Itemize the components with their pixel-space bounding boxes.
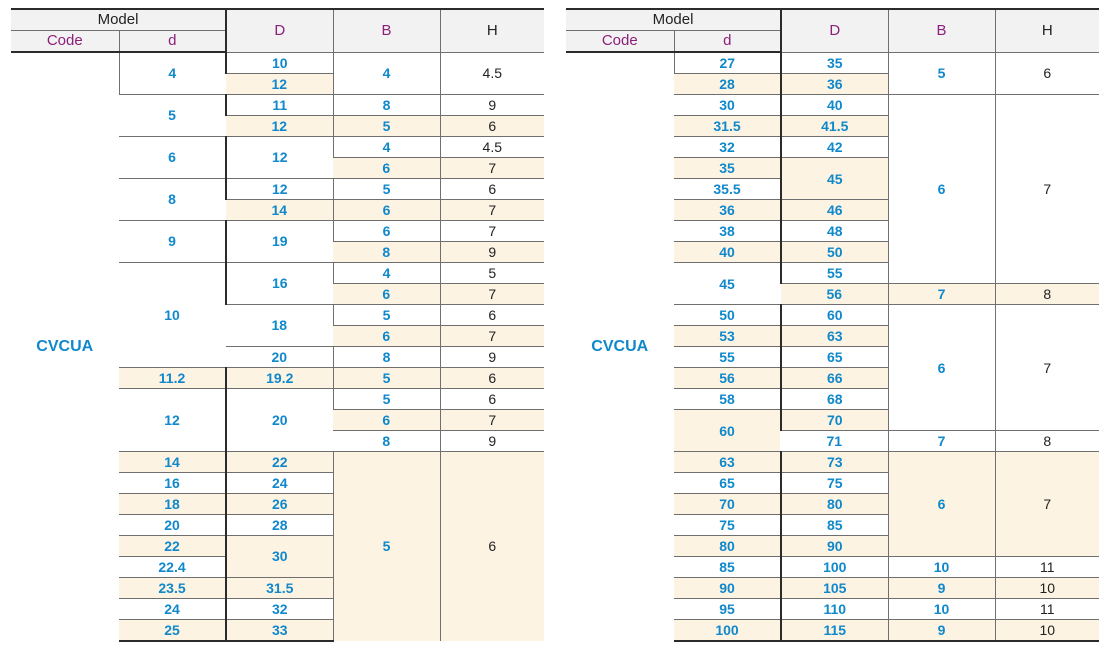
cell-D: 10 bbox=[226, 52, 333, 73]
cell-D: 22 bbox=[226, 451, 333, 472]
cell-D: 63 bbox=[781, 326, 888, 347]
cell-H: 10 bbox=[995, 578, 1099, 599]
cell-d: 4 bbox=[119, 52, 226, 94]
cell-H: 5 bbox=[440, 262, 544, 283]
cell-B: 6 bbox=[333, 325, 440, 346]
cell-H: 6 bbox=[995, 52, 1099, 95]
header-d: d bbox=[674, 31, 781, 53]
cell-B: 5 bbox=[333, 304, 440, 325]
cell-d: 32 bbox=[674, 137, 781, 158]
cell-D: 105 bbox=[781, 578, 888, 599]
cell-D: 32 bbox=[226, 598, 333, 619]
cell-d: 65 bbox=[674, 473, 781, 494]
cell-D: 19.2 bbox=[226, 367, 333, 388]
cell-d: 53 bbox=[674, 326, 781, 347]
cell-d: 22.4 bbox=[119, 556, 226, 577]
cell-D: 75 bbox=[781, 473, 888, 494]
cell-d: 35 bbox=[674, 158, 781, 179]
cell-d: 56 bbox=[674, 368, 781, 389]
cell-d: 24 bbox=[119, 598, 226, 619]
cell-d: 80 bbox=[674, 536, 781, 557]
cell-B: 10 bbox=[888, 557, 995, 578]
cell-d: 90 bbox=[674, 578, 781, 599]
header-code: Code bbox=[11, 31, 119, 53]
cell-d: 35.5 bbox=[674, 179, 781, 200]
cell-d: 55 bbox=[674, 347, 781, 368]
cell-D: 24 bbox=[226, 472, 333, 493]
cell-d: 20 bbox=[119, 514, 226, 535]
cell-D: 60 bbox=[781, 305, 888, 326]
header-B: B bbox=[333, 9, 440, 52]
cell-B: 8 bbox=[333, 430, 440, 451]
cell-B: 5 bbox=[333, 178, 440, 199]
cell-B: 7 bbox=[888, 431, 995, 452]
cell-B: 9 bbox=[888, 620, 995, 642]
cell-D: 12 bbox=[226, 136, 333, 178]
cell-d: 25 bbox=[119, 619, 226, 641]
cell-D: 68 bbox=[781, 389, 888, 410]
cell-H: 7 bbox=[995, 452, 1099, 557]
cell-d: 30 bbox=[674, 95, 781, 116]
cell-D: 28 bbox=[226, 514, 333, 535]
cell-D: 45 bbox=[781, 158, 888, 200]
cell-D: 110 bbox=[781, 599, 888, 620]
cell-D: 66 bbox=[781, 368, 888, 389]
cell-H: 7 bbox=[995, 95, 1099, 284]
cell-d: 60 bbox=[674, 410, 781, 452]
cell-D: 18 bbox=[226, 304, 333, 346]
cell-B: 8 bbox=[333, 346, 440, 367]
cell-D: 42 bbox=[781, 137, 888, 158]
cell-H: 4.5 bbox=[440, 136, 544, 157]
cell-D: 73 bbox=[781, 452, 888, 473]
cell-B: 7 bbox=[888, 284, 995, 305]
cell-B: 5 bbox=[333, 367, 440, 388]
table-row bbox=[11, 52, 544, 73]
cell-B: 8 bbox=[333, 94, 440, 115]
table-row bbox=[566, 52, 1099, 74]
table-header bbox=[11, 9, 544, 52]
table-header bbox=[566, 9, 1099, 52]
cell-D: 14 bbox=[226, 199, 333, 220]
cell-D: 20 bbox=[226, 346, 333, 367]
cell-B: 6 bbox=[333, 199, 440, 220]
cell-d: 40 bbox=[674, 242, 781, 263]
cell-H: 9 bbox=[440, 346, 544, 367]
cell-D: 48 bbox=[781, 221, 888, 242]
cell-d: 14 bbox=[119, 451, 226, 472]
cell-B: 10 bbox=[888, 599, 995, 620]
cell-d: 8 bbox=[119, 178, 226, 220]
cell-D: 90 bbox=[781, 536, 888, 557]
cell-d: 11.2 bbox=[119, 367, 226, 388]
cell-D: 55 bbox=[781, 263, 888, 284]
cell-D: 20 bbox=[226, 388, 333, 451]
cell-d: 6 bbox=[119, 136, 226, 178]
cell-d: 75 bbox=[674, 515, 781, 536]
header-code: Code bbox=[566, 31, 674, 53]
cell-d: 95 bbox=[674, 599, 781, 620]
cell-d: 45 bbox=[674, 263, 781, 305]
cell-B: 6 bbox=[888, 95, 995, 284]
cell-H: 7 bbox=[440, 325, 544, 346]
cell-B: 5 bbox=[333, 451, 440, 641]
cell-H: 6 bbox=[440, 178, 544, 199]
cell-D: 16 bbox=[226, 262, 333, 304]
cell-B: 6 bbox=[888, 452, 995, 557]
cell-B: 9 bbox=[888, 578, 995, 599]
cell-H: 6 bbox=[440, 115, 544, 136]
cell-d: 18 bbox=[119, 493, 226, 514]
cell-H: 6 bbox=[440, 388, 544, 409]
cell-code: CVCUA bbox=[11, 52, 119, 641]
cell-d: 38 bbox=[674, 221, 781, 242]
cell-D: 71 bbox=[781, 431, 888, 452]
cell-H: 9 bbox=[440, 94, 544, 115]
cell-d: 10 bbox=[119, 262, 226, 367]
cell-H: 6 bbox=[440, 304, 544, 325]
cell-D: 12 bbox=[226, 115, 333, 136]
cell-d: 28 bbox=[674, 74, 781, 95]
cell-D: 12 bbox=[226, 178, 333, 199]
cell-d: 5 bbox=[119, 94, 226, 136]
cell-H: 7 bbox=[440, 409, 544, 430]
cell-H: 7 bbox=[995, 305, 1099, 431]
cell-B: 8 bbox=[333, 241, 440, 262]
cell-D: 40 bbox=[781, 95, 888, 116]
header-d: d bbox=[119, 31, 226, 53]
cell-D: 19 bbox=[226, 220, 333, 262]
cell-code: CVCUA bbox=[566, 52, 674, 641]
cell-D: 65 bbox=[781, 347, 888, 368]
cell-B: 6 bbox=[333, 409, 440, 430]
cell-B: 4 bbox=[333, 52, 440, 94]
cell-B: 5 bbox=[333, 115, 440, 136]
cell-H: 7 bbox=[440, 157, 544, 178]
cell-D: 41.5 bbox=[781, 116, 888, 137]
cell-D: 50 bbox=[781, 242, 888, 263]
cell-d: 27 bbox=[674, 52, 781, 74]
spec-table-right bbox=[566, 8, 1099, 642]
cell-H: 6 bbox=[440, 367, 544, 388]
cell-H: 11 bbox=[995, 557, 1099, 578]
cell-H: 8 bbox=[995, 431, 1099, 452]
cell-D: 70 bbox=[781, 410, 888, 431]
spec-table-left bbox=[11, 8, 544, 642]
cell-d: 58 bbox=[674, 389, 781, 410]
cell-D: 100 bbox=[781, 557, 888, 578]
cell-D: 30 bbox=[226, 535, 333, 577]
cell-d: 85 bbox=[674, 557, 781, 578]
cell-B: 6 bbox=[333, 220, 440, 241]
cell-H: 9 bbox=[440, 241, 544, 262]
cell-B: 5 bbox=[333, 388, 440, 409]
header-model: Model bbox=[11, 9, 226, 31]
table-body bbox=[566, 52, 1099, 641]
cell-H: 11 bbox=[995, 599, 1099, 620]
cell-H: 10 bbox=[995, 620, 1099, 642]
cell-d: 22 bbox=[119, 535, 226, 556]
cell-d: 12 bbox=[119, 388, 226, 451]
cell-d: 16 bbox=[119, 472, 226, 493]
cell-D: 33 bbox=[226, 619, 333, 641]
cell-D: 85 bbox=[781, 515, 888, 536]
cell-B: 6 bbox=[333, 283, 440, 304]
cell-d: 63 bbox=[674, 452, 781, 473]
cell-D: 36 bbox=[781, 74, 888, 95]
cell-d: 23.5 bbox=[119, 577, 226, 598]
cell-B: 5 bbox=[888, 52, 995, 95]
cell-B: 4 bbox=[333, 136, 440, 157]
cell-d: 31.5 bbox=[674, 116, 781, 137]
cell-H: 4.5 bbox=[440, 52, 544, 94]
cell-d: 36 bbox=[674, 200, 781, 221]
header-H: H bbox=[995, 9, 1099, 52]
table-body bbox=[11, 52, 544, 641]
cell-D: 56 bbox=[781, 284, 888, 305]
cell-H: 8 bbox=[995, 284, 1099, 305]
header-D: D bbox=[226, 9, 333, 52]
cell-D: 11 bbox=[226, 94, 333, 115]
cell-B: 6 bbox=[333, 157, 440, 178]
cell-D: 31.5 bbox=[226, 577, 333, 598]
cell-d: 9 bbox=[119, 220, 226, 262]
header-D: D bbox=[781, 9, 888, 52]
cell-d: 100 bbox=[674, 620, 781, 642]
cell-H: 7 bbox=[440, 199, 544, 220]
cell-B: 4 bbox=[333, 262, 440, 283]
cell-d: 50 bbox=[674, 305, 781, 326]
cell-D: 46 bbox=[781, 200, 888, 221]
cell-D: 80 bbox=[781, 494, 888, 515]
cell-d: 70 bbox=[674, 494, 781, 515]
cell-D: 12 bbox=[226, 73, 333, 94]
header-H: H bbox=[440, 9, 544, 52]
cell-D: 35 bbox=[781, 52, 888, 74]
cell-H: 9 bbox=[440, 430, 544, 451]
cell-B: 6 bbox=[888, 305, 995, 431]
cell-H: 6 bbox=[440, 451, 544, 641]
header-B: B bbox=[888, 9, 995, 52]
cell-D: 26 bbox=[226, 493, 333, 514]
cell-D: 115 bbox=[781, 620, 888, 642]
cell-H: 7 bbox=[440, 283, 544, 304]
header-model: Model bbox=[566, 9, 781, 31]
cell-H: 7 bbox=[440, 220, 544, 241]
